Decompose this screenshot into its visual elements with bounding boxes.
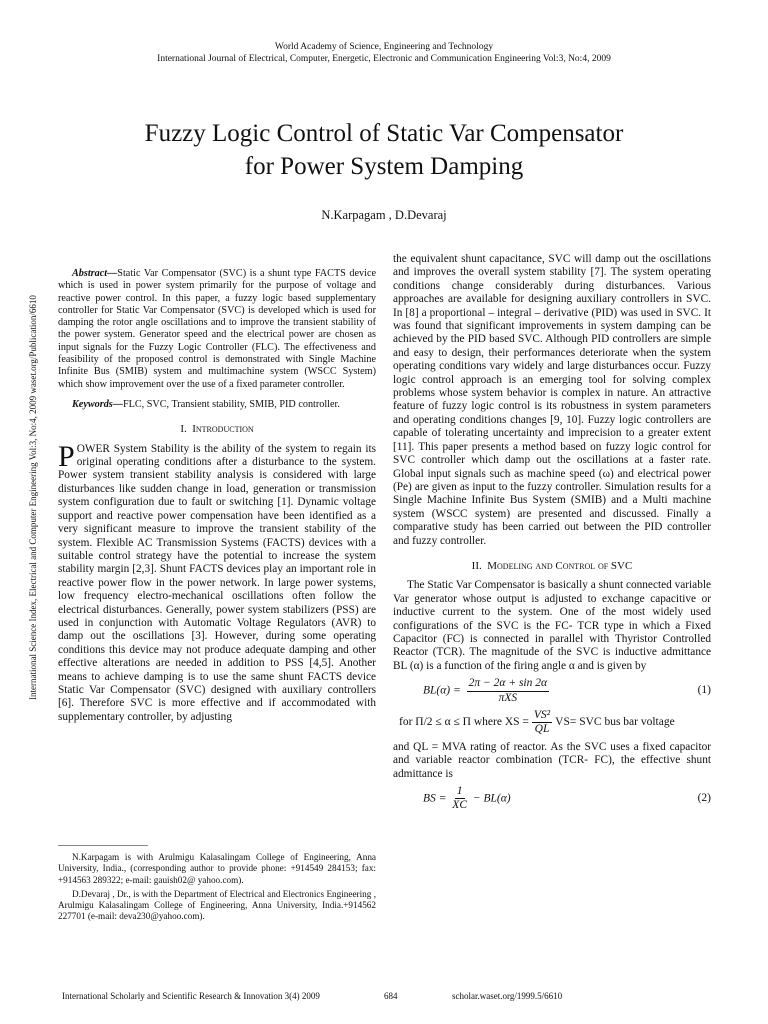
section-heading-2 bbox=[393, 560, 711, 573]
eq1-denominator: πXS bbox=[498, 691, 518, 704]
xs-numerator: VS² bbox=[532, 709, 552, 723]
eq2-number: (2) bbox=[697, 792, 711, 805]
xs-fraction bbox=[532, 709, 552, 737]
intro-continued: the equivalent shunt capacitance, SVC will damp out the oscillations and improves the overall system stability [7]. The system operating conditions change considerably during disturbances. Various approaches are available for designing auxiliary controllers in SVC. In [8] a proportional – integral – derivative (PID) was used in SVC. It was found that significant improvements in system damping can be achieved by the PID based SVC. Although PID controllers are simple and easy to design, their performances deteriorate when the system operating conditions vary widely and large disturbances occur. Fuzzy logic control approach is an emerging tool for solving complex problems whose system behavior is complex in nature. An attractive feature of fuzzy logic control is its robustness in system parameters and operating conditions changes [9, 10]. Fuzzy logic controllers are capable of tolerating uncertainty and imprecision to a greater extent [11]. This paper presents a method based on fuzzy logic control for SVC controller which damp out the oscillations at a faster rate. Global input signals such as machine speed (ω) and electrical power (Pe) are given as input to the fuzzy controller. Simulation results for a Single Machine Infinite Bus System (SMIB) and a Multi machine system (WSCC system) are presented and discussed. Finally a comparative study has been carried out between the PID controller and fuzzy controller. bbox=[393, 253, 711, 547]
title-line-2: for Power System Damping bbox=[244, 153, 524, 180]
abstract-label: Abstract— bbox=[72, 268, 118, 279]
intro-paragraph bbox=[58, 439, 376, 725]
title-line-1: Fuzzy Logic Control of Static Var Compensator bbox=[144, 120, 624, 147]
journal-issue: International Journal of Electrical, Computer, Energetic, Electronic and Communication Engineering Vol:3, No:4, 2009 bbox=[157, 54, 611, 64]
eq2-numerator: 1 bbox=[455, 785, 465, 799]
footnotes bbox=[58, 852, 376, 926]
footer-url[interactable]: scholar.waset.org/1999.5/6610 bbox=[452, 991, 563, 1001]
keywords bbox=[58, 399, 376, 411]
right-column bbox=[393, 253, 711, 817]
vs-definition: VS= SVC bus bar voltage bbox=[555, 716, 675, 729]
svc-paragraph-1: The Static Var Compensator is basically a shunt connected variable Var generator whose output is adjusted to exchange capacitive or inductive current to the system. One of the most widely used configurations of the SVC is the FC- TCR type in which a Fixed Capacitor (FC) is connected in parallel with Thyristor Controlled Reactor (TCR). The magnitude of the SVC is inductive admittance BL (α) is a function of the firing angle α and is given by bbox=[393, 579, 711, 672]
condition-text: for Π/2 ≤ α ≤ Π where XS = bbox=[399, 716, 529, 729]
keywords-text: FLC, SVC, Transient stability, SMIB, PID controller. bbox=[122, 398, 340, 410]
eq1-numerator: 2π − 2α + sin 2α bbox=[467, 677, 549, 691]
firing-angle-condition bbox=[393, 709, 711, 737]
section-number: I. bbox=[180, 423, 187, 436]
intro-text: OWER System Stability is the ability of the system to regain its original operating conditions after a disturbance to the system. Power system transient stability analysis is considered with large disturbances like sudden change in load, generation or transmission system configuration due to fault or switching [1]. Dynamic voltage support and reactive power compensation have been identified as a very significant measure to improve the transient stability of the system. Flexible AC Transmission Systems (FACTS) devices with a suitable control strategy have the potential to increase the system stability margin [2,3]. Shunt FACTS devices play an important role in reactive power flow in the power network. In large power systems, low frequency electro-mechanical oscillations often follow the electrical disturbances. Generally, power system stabilizers (PSS) are used in conjunction with Automatic Voltage Regulators (AVR) to damp out the oscillations [3]. However, during some operating conditions this device may not produce adequate damping and other effective alterations are needed in addition to PSS [4,5]. Another means to achieve damping is to use the same shunt FACTS device Static Var Compensator (SVC) designed with auxiliary controllers [6]. Therefore SVC is more effective and if accommodated with supplementary controller, by adjusting bbox=[58, 442, 376, 723]
left-column bbox=[58, 268, 376, 724]
eq1-number: (1) bbox=[697, 684, 711, 697]
journal-name: World Academy of Science, Engineering and Technology bbox=[274, 42, 494, 52]
eq2-denominator: XC bbox=[452, 799, 467, 812]
equation-1 bbox=[393, 677, 711, 705]
abstract-text: Static Var Compensator (SVC) is a shunt type FACTS device which is used in power system primarily for the purpose of voltage and reactive power control. In this paper, a fuzzy logic based supplementary controller for Static Var Compensator (SVC) is developed which is used for damping the rotor angle oscillations and to improve the transient stability of the power system. Generator speed and the electrical power are chosen as input signals for the Fuzzy Logic Controller (FLC). The effectiveness and feasibility of the proposed control is demonstrated with Single Machine Infinite Bus (SMIB) system and multimachine system (WSCC System) which show improvement over the use of a fixed parameter controller. bbox=[58, 268, 376, 390]
footnote-divider bbox=[58, 845, 148, 846]
page-number: 684 bbox=[384, 991, 398, 1001]
paper-title bbox=[0, 117, 768, 183]
abstract bbox=[58, 268, 376, 391]
section-title: Introduction bbox=[192, 423, 254, 436]
eq1-lhs: BL(α) = bbox=[423, 684, 461, 697]
eq2-rhs: − BL(α) bbox=[472, 792, 511, 805]
footer-publisher: International Scholarly and Scientific Research & Innovation 3(4) 2009 bbox=[62, 991, 320, 1001]
authors: N.Karpagam , D.Devaraj bbox=[321, 208, 447, 222]
section-heading-1 bbox=[58, 423, 376, 436]
eq2-fraction bbox=[452, 785, 467, 813]
footnote-2: D.Devaraj , Dr., is with the Department of Electrical and Electronics Engineering , Arulmigu Kalasalingam College of Engineering, Anna University, India.+914562 227701 (e-mail: deva230@yahoo.com). bbox=[58, 888, 376, 922]
equation-2 bbox=[393, 785, 711, 813]
xs-denominator: QL bbox=[534, 723, 550, 736]
section-number: II. bbox=[471, 559, 482, 572]
drop-cap: P bbox=[58, 439, 75, 473]
sidebar-citation: International Science Index, Electrical and Computer Engineering Vol:3, No:4, 2009 waset.org/Publication/6610 bbox=[28, 295, 38, 700]
keywords-label: Keywords— bbox=[72, 398, 123, 410]
eq1-fraction bbox=[467, 677, 549, 705]
eq2-lhs: BS = bbox=[423, 792, 447, 805]
section-title: Modeling and Control of SVC bbox=[487, 559, 633, 572]
svc-paragraph-2: and QL = MVA rating of reactor. As the SVC uses a fixed capacitor and variable reactor combination (TCR- FC), the effective shunt admittance is bbox=[393, 740, 711, 780]
footnote-1: N.Karpagam is with Arulmigu Kalasalingam College of Engineering, Anna University, India., (corresponding author to provide phone: +914549 284153; fax: +914563 289322; e-mail: gauish02@ yahoo.com). bbox=[58, 852, 376, 885]
